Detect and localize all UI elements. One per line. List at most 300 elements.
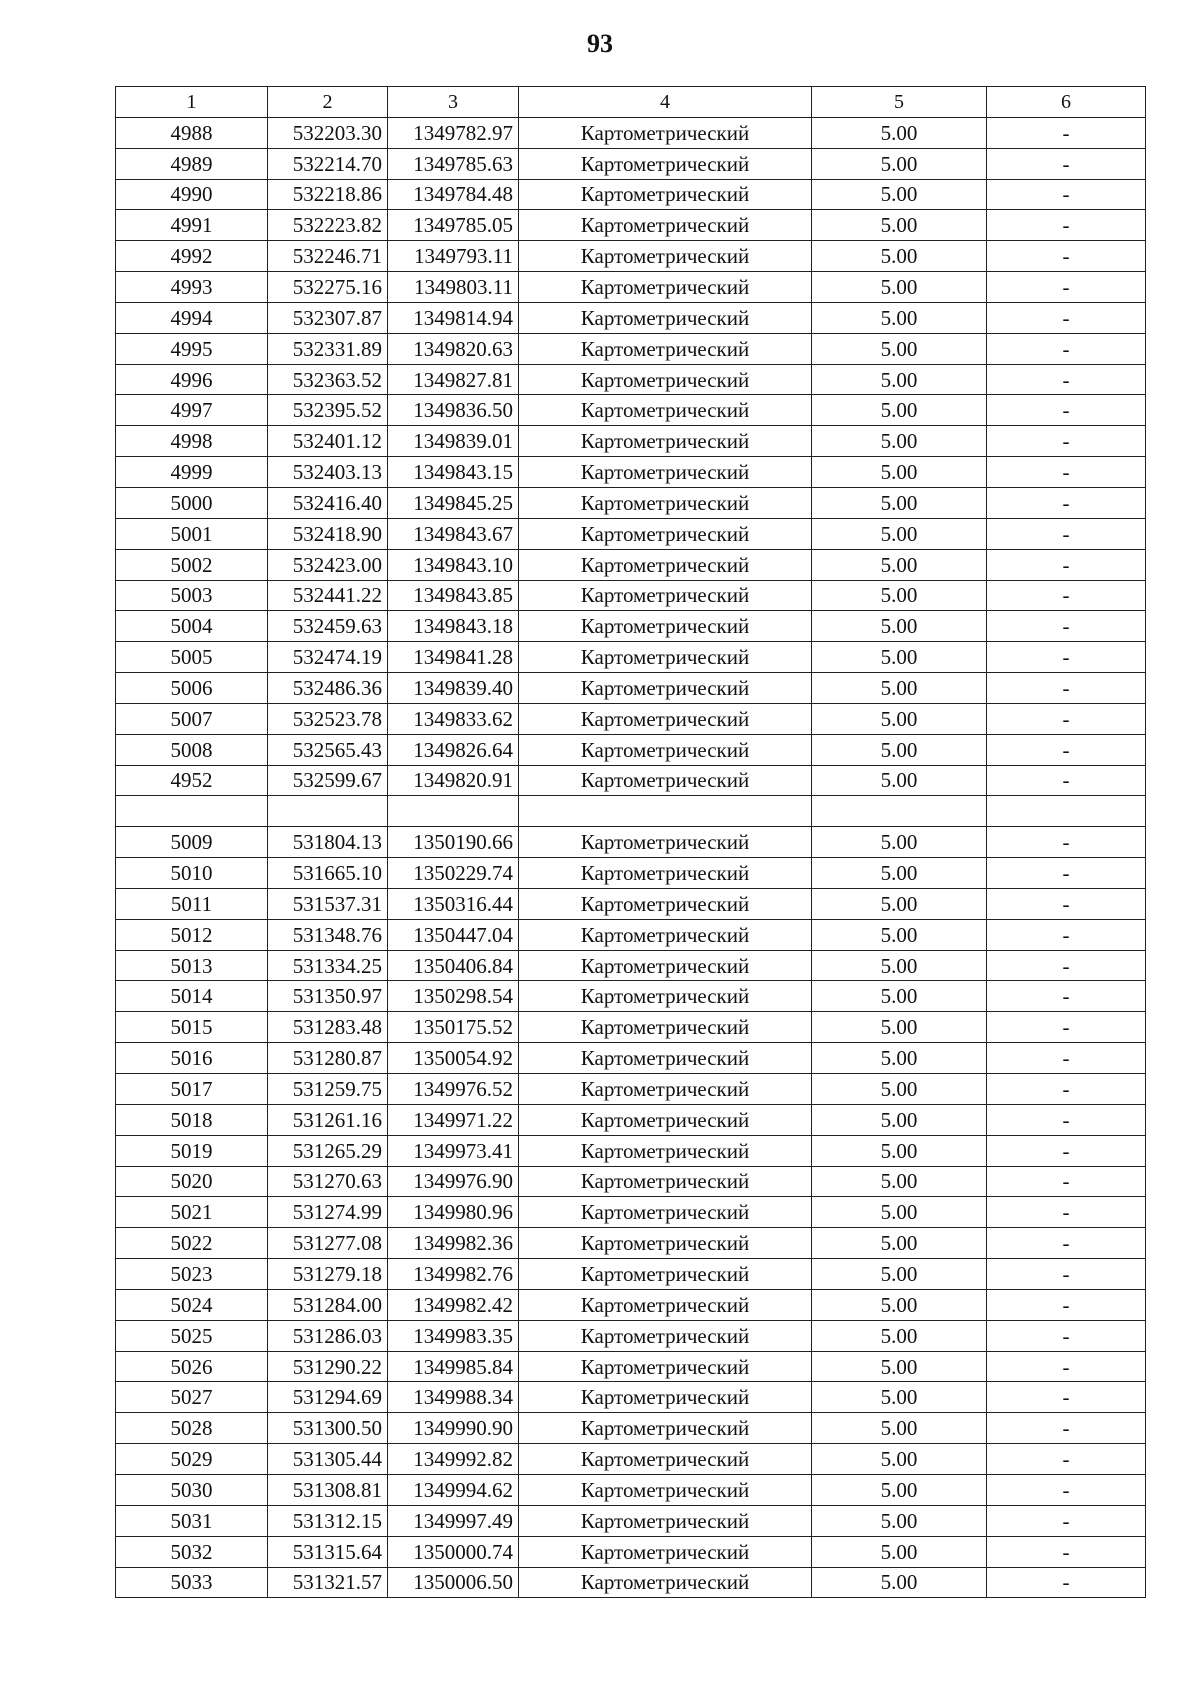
note-cell: - xyxy=(987,272,1146,303)
x-coordinate-cell: 532223.82 xyxy=(268,210,388,241)
y-coordinate-cell: 1349843.10 xyxy=(388,549,519,580)
x-coordinate-cell: 531294.69 xyxy=(268,1382,388,1413)
table-row xyxy=(116,549,1146,580)
accuracy-cell: 5.00 xyxy=(812,1474,987,1505)
table-body xyxy=(116,87,1146,1598)
point-number-cell: 5029 xyxy=(116,1444,268,1475)
point-number-cell: 5002 xyxy=(116,549,268,580)
method-cell: Картометрический xyxy=(519,1074,812,1105)
note-cell xyxy=(987,796,1146,827)
y-coordinate-cell: 1349973.41 xyxy=(388,1135,519,1166)
accuracy-cell: 5.00 xyxy=(812,1043,987,1074)
y-coordinate-cell: 1349784.48 xyxy=(388,179,519,210)
y-coordinate-cell: 1349982.76 xyxy=(388,1259,519,1290)
accuracy-cell: 5.00 xyxy=(812,1166,987,1197)
accuracy-cell: 5.00 xyxy=(812,888,987,919)
x-coordinate-cell: 532401.12 xyxy=(268,426,388,457)
table-row xyxy=(116,426,1146,457)
x-coordinate-cell: 532363.52 xyxy=(268,364,388,395)
method-cell: Картометрический xyxy=(519,179,812,210)
y-coordinate-cell: 1349845.25 xyxy=(388,487,519,518)
note-cell: - xyxy=(987,457,1146,488)
header-cell: 3 xyxy=(388,87,519,118)
table-row xyxy=(116,611,1146,642)
x-coordinate-cell: 532418.90 xyxy=(268,518,388,549)
note-cell: - xyxy=(987,487,1146,518)
method-cell: Картометрический xyxy=(519,117,812,148)
accuracy-cell: 5.00 xyxy=(812,549,987,580)
method-cell: Картометрический xyxy=(519,210,812,241)
table-row xyxy=(116,765,1146,796)
table-row xyxy=(116,1259,1146,1290)
point-number-cell: 5013 xyxy=(116,950,268,981)
note-cell: - xyxy=(987,1351,1146,1382)
point-number-cell: 5007 xyxy=(116,703,268,734)
note-cell: - xyxy=(987,549,1146,580)
table-row xyxy=(116,333,1146,364)
table-header-row xyxy=(116,87,1146,118)
x-coordinate-cell: 532459.63 xyxy=(268,611,388,642)
note-cell: - xyxy=(987,1444,1146,1475)
point-number-cell: 5006 xyxy=(116,673,268,704)
x-coordinate-cell: 532214.70 xyxy=(268,148,388,179)
table-row xyxy=(116,272,1146,303)
x-coordinate-cell: 531308.81 xyxy=(268,1474,388,1505)
point-number-cell: 5015 xyxy=(116,1012,268,1043)
point-number-cell: 5016 xyxy=(116,1043,268,1074)
table-row xyxy=(116,457,1146,488)
accuracy-cell: 5.00 xyxy=(812,518,987,549)
y-coordinate-cell: 1349820.91 xyxy=(388,765,519,796)
table-row xyxy=(116,981,1146,1012)
method-cell: Картометрический xyxy=(519,827,812,858)
method-cell: Картометрический xyxy=(519,364,812,395)
table-row xyxy=(116,1505,1146,1536)
table-row xyxy=(116,1444,1146,1475)
accuracy-cell: 5.00 xyxy=(812,950,987,981)
table-row xyxy=(116,1351,1146,1382)
method-cell: Картометрический xyxy=(519,703,812,734)
table-row xyxy=(116,487,1146,518)
table-row xyxy=(116,179,1146,210)
accuracy-cell: 5.00 xyxy=(812,1444,987,1475)
method-cell: Картометрический xyxy=(519,549,812,580)
note-cell: - xyxy=(987,703,1146,734)
y-coordinate-cell: 1349839.40 xyxy=(388,673,519,704)
method-cell: Картометрический xyxy=(519,981,812,1012)
x-coordinate-cell: 531312.15 xyxy=(268,1505,388,1536)
method-cell: Картометрический xyxy=(519,1259,812,1290)
method-cell: Картометрический xyxy=(519,487,812,518)
y-coordinate-cell: 1349985.84 xyxy=(388,1351,519,1382)
accuracy-cell: 5.00 xyxy=(812,364,987,395)
table-row xyxy=(116,1104,1146,1135)
point-number-cell: 5011 xyxy=(116,888,268,919)
accuracy-cell: 5.00 xyxy=(812,302,987,333)
note-cell: - xyxy=(987,888,1146,919)
x-coordinate-cell: 532599.67 xyxy=(268,765,388,796)
note-cell: - xyxy=(987,1536,1146,1567)
header-cell: 5 xyxy=(812,87,987,118)
accuracy-cell: 5.00 xyxy=(812,426,987,457)
y-coordinate-cell: 1349803.11 xyxy=(388,272,519,303)
table-separator-row xyxy=(116,796,1146,827)
x-coordinate-cell: 531334.25 xyxy=(268,950,388,981)
y-coordinate-cell: 1349988.34 xyxy=(388,1382,519,1413)
accuracy-cell: 5.00 xyxy=(812,241,987,272)
table-row xyxy=(116,1289,1146,1320)
y-coordinate-cell: 1349990.90 xyxy=(388,1413,519,1444)
x-coordinate-cell: 532331.89 xyxy=(268,333,388,364)
x-coordinate-cell: 531350.97 xyxy=(268,981,388,1012)
table-row xyxy=(116,703,1146,734)
x-coordinate-cell: 531284.00 xyxy=(268,1289,388,1320)
y-coordinate-cell: 1349980.96 xyxy=(388,1197,519,1228)
y-coordinate-cell: 1349836.50 xyxy=(388,395,519,426)
note-cell: - xyxy=(987,1474,1146,1505)
accuracy-cell: 5.00 xyxy=(812,919,987,950)
accuracy-cell: 5.00 xyxy=(812,487,987,518)
method-cell: Картометрический xyxy=(519,1413,812,1444)
note-cell: - xyxy=(987,1104,1146,1135)
method-cell: Картометрический xyxy=(519,457,812,488)
y-coordinate-cell: 1349971.22 xyxy=(388,1104,519,1135)
note-cell: - xyxy=(987,1289,1146,1320)
y-coordinate-cell: 1349843.15 xyxy=(388,457,519,488)
point-number-cell: 5024 xyxy=(116,1289,268,1320)
note-cell: - xyxy=(987,1135,1146,1166)
x-coordinate-cell: 532565.43 xyxy=(268,734,388,765)
point-number-cell: 4994 xyxy=(116,302,268,333)
note-cell: - xyxy=(987,1166,1146,1197)
accuracy-cell: 5.00 xyxy=(812,1536,987,1567)
method-cell: Картометрический xyxy=(519,1474,812,1505)
y-coordinate-cell: 1350316.44 xyxy=(388,888,519,919)
method-cell: Картометрический xyxy=(519,1043,812,1074)
y-coordinate-cell: 1349976.52 xyxy=(388,1074,519,1105)
table-row xyxy=(116,919,1146,950)
note-cell: - xyxy=(987,580,1146,611)
point-number-cell: 5008 xyxy=(116,734,268,765)
x-coordinate-cell: 531259.75 xyxy=(268,1074,388,1105)
method-cell: Картометрический xyxy=(519,1351,812,1382)
accuracy-cell: 5.00 xyxy=(812,1505,987,1536)
table-row xyxy=(116,1166,1146,1197)
note-cell: - xyxy=(987,1505,1146,1536)
y-coordinate-cell: 1350175.52 xyxy=(388,1012,519,1043)
note-cell: - xyxy=(987,1074,1146,1105)
point-number-cell: 4999 xyxy=(116,457,268,488)
table-row xyxy=(116,1228,1146,1259)
y-coordinate-cell: 1349976.90 xyxy=(388,1166,519,1197)
method-cell: Картометрический xyxy=(519,333,812,364)
y-coordinate-cell: 1350447.04 xyxy=(388,919,519,950)
x-coordinate-cell: 532474.19 xyxy=(268,642,388,673)
accuracy-cell: 5.00 xyxy=(812,642,987,673)
method-cell: Картометрический xyxy=(519,765,812,796)
note-cell: - xyxy=(987,426,1146,457)
point-number-cell: 5032 xyxy=(116,1536,268,1567)
header-cell: 2 xyxy=(268,87,388,118)
note-cell: - xyxy=(987,518,1146,549)
point-number-cell: 4988 xyxy=(116,117,268,148)
point-number-cell: 4997 xyxy=(116,395,268,426)
point-number-cell: 5019 xyxy=(116,1135,268,1166)
table-row xyxy=(116,302,1146,333)
accuracy-cell: 5.00 xyxy=(812,827,987,858)
note-cell: - xyxy=(987,611,1146,642)
point-number-cell: 5012 xyxy=(116,919,268,950)
point-number-cell: 4992 xyxy=(116,241,268,272)
method-cell: Картометрический xyxy=(519,426,812,457)
x-coordinate-cell: 532416.40 xyxy=(268,487,388,518)
y-coordinate-cell: 1349782.97 xyxy=(388,117,519,148)
x-coordinate-cell: 531274.99 xyxy=(268,1197,388,1228)
point-number-cell: 4989 xyxy=(116,148,268,179)
accuracy-cell: 5.00 xyxy=(812,981,987,1012)
accuracy-cell: 5.00 xyxy=(812,1259,987,1290)
page-number: 93 xyxy=(587,29,613,58)
y-coordinate-cell: 1349827.81 xyxy=(388,364,519,395)
y-coordinate-cell: 1349843.67 xyxy=(388,518,519,549)
table-row xyxy=(116,888,1146,919)
y-coordinate-cell: 1349982.42 xyxy=(388,1289,519,1320)
table-row xyxy=(116,1320,1146,1351)
point-number-cell: 5030 xyxy=(116,1474,268,1505)
table-row xyxy=(116,827,1146,858)
accuracy-cell: 5.00 xyxy=(812,611,987,642)
x-coordinate-cell: 532246.71 xyxy=(268,241,388,272)
accuracy-cell: 5.00 xyxy=(812,148,987,179)
method-cell: Картометрический xyxy=(519,272,812,303)
accuracy-cell: 5.00 xyxy=(812,1135,987,1166)
point-number-cell: 5018 xyxy=(116,1104,268,1135)
note-cell: - xyxy=(987,302,1146,333)
table-row xyxy=(116,734,1146,765)
method-cell: Картометрический xyxy=(519,1505,812,1536)
method-cell: Картометрический xyxy=(519,888,812,919)
method-cell: Картометрический xyxy=(519,642,812,673)
note-cell: - xyxy=(987,1012,1146,1043)
point-number-cell: 4998 xyxy=(116,426,268,457)
point-number-cell: 5000 xyxy=(116,487,268,518)
method-cell: Картометрический xyxy=(519,302,812,333)
method-cell: Картометрический xyxy=(519,1166,812,1197)
table-row xyxy=(116,1074,1146,1105)
method-cell: Картометрический xyxy=(519,1012,812,1043)
x-coordinate-cell: 531348.76 xyxy=(268,919,388,950)
x-coordinate-cell: 531261.16 xyxy=(268,1104,388,1135)
method-cell: Картометрический xyxy=(519,148,812,179)
point-number-cell: 5022 xyxy=(116,1228,268,1259)
table-row xyxy=(116,1043,1146,1074)
table-row xyxy=(116,364,1146,395)
point-number-cell: 5023 xyxy=(116,1259,268,1290)
accuracy-cell: 5.00 xyxy=(812,765,987,796)
accuracy-cell: 5.00 xyxy=(812,858,987,889)
note-cell: - xyxy=(987,148,1146,179)
x-coordinate-cell: 532275.16 xyxy=(268,272,388,303)
method-cell: Картометрический xyxy=(519,919,812,950)
accuracy-cell: 5.00 xyxy=(812,1074,987,1105)
table-row xyxy=(116,642,1146,673)
accuracy-cell: 5.00 xyxy=(812,1567,987,1598)
note-cell: - xyxy=(987,1320,1146,1351)
x-coordinate-cell: 531665.10 xyxy=(268,858,388,889)
header-cell: 4 xyxy=(519,87,812,118)
table-row xyxy=(116,518,1146,549)
table-row xyxy=(116,1382,1146,1413)
note-cell: - xyxy=(987,1228,1146,1259)
point-number-cell: 4995 xyxy=(116,333,268,364)
y-coordinate-cell: 1350054.92 xyxy=(388,1043,519,1074)
note-cell: - xyxy=(987,1567,1146,1598)
point-number-cell: 5005 xyxy=(116,642,268,673)
method-cell: Картометрический xyxy=(519,1289,812,1320)
accuracy-cell: 5.00 xyxy=(812,1228,987,1259)
accuracy-cell: 5.00 xyxy=(812,1012,987,1043)
method-cell: Картометрический xyxy=(519,1104,812,1135)
table-row xyxy=(116,241,1146,272)
y-coordinate-cell: 1349997.49 xyxy=(388,1505,519,1536)
accuracy-cell: 5.00 xyxy=(812,1197,987,1228)
note-cell: - xyxy=(987,673,1146,704)
table-row xyxy=(116,1135,1146,1166)
x-coordinate-cell: 531305.44 xyxy=(268,1444,388,1475)
accuracy-cell: 5.00 xyxy=(812,179,987,210)
x-coordinate-cell: 531286.03 xyxy=(268,1320,388,1351)
y-coordinate-cell: 1350298.54 xyxy=(388,981,519,1012)
note-cell: - xyxy=(987,827,1146,858)
y-coordinate-cell: 1349983.35 xyxy=(388,1320,519,1351)
x-coordinate-cell: 531283.48 xyxy=(268,1012,388,1043)
accuracy-cell: 5.00 xyxy=(812,210,987,241)
method-cell: Картометрический xyxy=(519,1567,812,1598)
table-row xyxy=(116,1012,1146,1043)
point-number-cell: 5025 xyxy=(116,1320,268,1351)
note-cell: - xyxy=(987,919,1146,950)
y-coordinate-cell: 1349994.62 xyxy=(388,1474,519,1505)
y-coordinate-cell: 1350190.66 xyxy=(388,827,519,858)
method-cell: Картометрический xyxy=(519,1536,812,1567)
y-coordinate-cell: 1349833.62 xyxy=(388,703,519,734)
note-cell: - xyxy=(987,179,1146,210)
x-coordinate-cell: 532523.78 xyxy=(268,703,388,734)
method-cell: Картометрический xyxy=(519,858,812,889)
accuracy-cell: 5.00 xyxy=(812,1289,987,1320)
x-coordinate-cell: 532403.13 xyxy=(268,457,388,488)
note-cell: - xyxy=(987,765,1146,796)
point-number-cell: 5027 xyxy=(116,1382,268,1413)
accuracy-cell: 5.00 xyxy=(812,272,987,303)
method-cell: Картометрический xyxy=(519,580,812,611)
y-coordinate-cell: 1349814.94 xyxy=(388,302,519,333)
point-number-cell: 5010 xyxy=(116,858,268,889)
note-cell: - xyxy=(987,1382,1146,1413)
note-cell: - xyxy=(987,117,1146,148)
accuracy-cell: 5.00 xyxy=(812,673,987,704)
note-cell: - xyxy=(987,241,1146,272)
x-coordinate-cell: 532395.52 xyxy=(268,395,388,426)
method-cell: Картометрический xyxy=(519,1444,812,1475)
method-cell: Картометрический xyxy=(519,611,812,642)
accuracy-cell: 5.00 xyxy=(812,1104,987,1135)
method-cell: Картометрический xyxy=(519,1320,812,1351)
y-coordinate-cell: 1349843.18 xyxy=(388,611,519,642)
table-row xyxy=(116,1197,1146,1228)
point-number-cell: 5003 xyxy=(116,580,268,611)
accuracy-cell: 5.00 xyxy=(812,1351,987,1382)
note-cell: - xyxy=(987,1259,1146,1290)
note-cell: - xyxy=(987,734,1146,765)
y-coordinate-cell: 1350006.50 xyxy=(388,1567,519,1598)
point-number-cell: 5021 xyxy=(116,1197,268,1228)
x-coordinate-cell: 531290.22 xyxy=(268,1351,388,1382)
method-cell xyxy=(519,796,812,827)
x-coordinate-cell: 531280.87 xyxy=(268,1043,388,1074)
x-coordinate-cell: 531300.50 xyxy=(268,1413,388,1444)
accuracy-cell: 5.00 xyxy=(812,117,987,148)
table-row xyxy=(116,210,1146,241)
coordinates-table-container xyxy=(115,86,1146,1598)
note-cell: - xyxy=(987,1197,1146,1228)
y-coordinate-cell: 1349992.82 xyxy=(388,1444,519,1475)
x-coordinate-cell: 532486.36 xyxy=(268,673,388,704)
table-row xyxy=(116,673,1146,704)
x-coordinate-cell: 531270.63 xyxy=(268,1166,388,1197)
x-coordinate-cell: 531277.08 xyxy=(268,1228,388,1259)
table-row xyxy=(116,395,1146,426)
x-coordinate-cell: 531321.57 xyxy=(268,1567,388,1598)
x-coordinate-cell: 531537.31 xyxy=(268,888,388,919)
accuracy-cell: 5.00 xyxy=(812,703,987,734)
table-row xyxy=(116,1536,1146,1567)
accuracy-cell: 5.00 xyxy=(812,580,987,611)
point-number-cell: 5001 xyxy=(116,518,268,549)
table-row xyxy=(116,1474,1146,1505)
note-cell: - xyxy=(987,858,1146,889)
point-number-cell: 5020 xyxy=(116,1166,268,1197)
method-cell: Картометрический xyxy=(519,1228,812,1259)
coordinates-table xyxy=(115,86,1146,1598)
y-coordinate-cell: 1349785.63 xyxy=(388,148,519,179)
point-number-cell: 5033 xyxy=(116,1567,268,1598)
y-coordinate-cell: 1349785.05 xyxy=(388,210,519,241)
note-cell: - xyxy=(987,395,1146,426)
y-coordinate-cell: 1349839.01 xyxy=(388,426,519,457)
accuracy-cell: 5.00 xyxy=(812,734,987,765)
x-coordinate-cell: 532203.30 xyxy=(268,117,388,148)
y-coordinate-cell: 1349820.63 xyxy=(388,333,519,364)
y-coordinate-cell: 1349841.28 xyxy=(388,642,519,673)
x-coordinate-cell: 532218.86 xyxy=(268,179,388,210)
accuracy-cell xyxy=(812,796,987,827)
point-number-cell: 4991 xyxy=(116,210,268,241)
note-cell: - xyxy=(987,364,1146,395)
point-number-cell: 5004 xyxy=(116,611,268,642)
point-number-cell: 4952 xyxy=(116,765,268,796)
method-cell: Картометрический xyxy=(519,518,812,549)
method-cell: Картометрический xyxy=(519,673,812,704)
method-cell: Картометрический xyxy=(519,1382,812,1413)
accuracy-cell: 5.00 xyxy=(812,333,987,364)
method-cell: Картометрический xyxy=(519,1135,812,1166)
y-coordinate-cell: 1350229.74 xyxy=(388,858,519,889)
accuracy-cell: 5.00 xyxy=(812,1382,987,1413)
y-coordinate-cell: 1350000.74 xyxy=(388,1536,519,1567)
x-coordinate-cell: 531265.29 xyxy=(268,1135,388,1166)
method-cell: Картометрический xyxy=(519,241,812,272)
